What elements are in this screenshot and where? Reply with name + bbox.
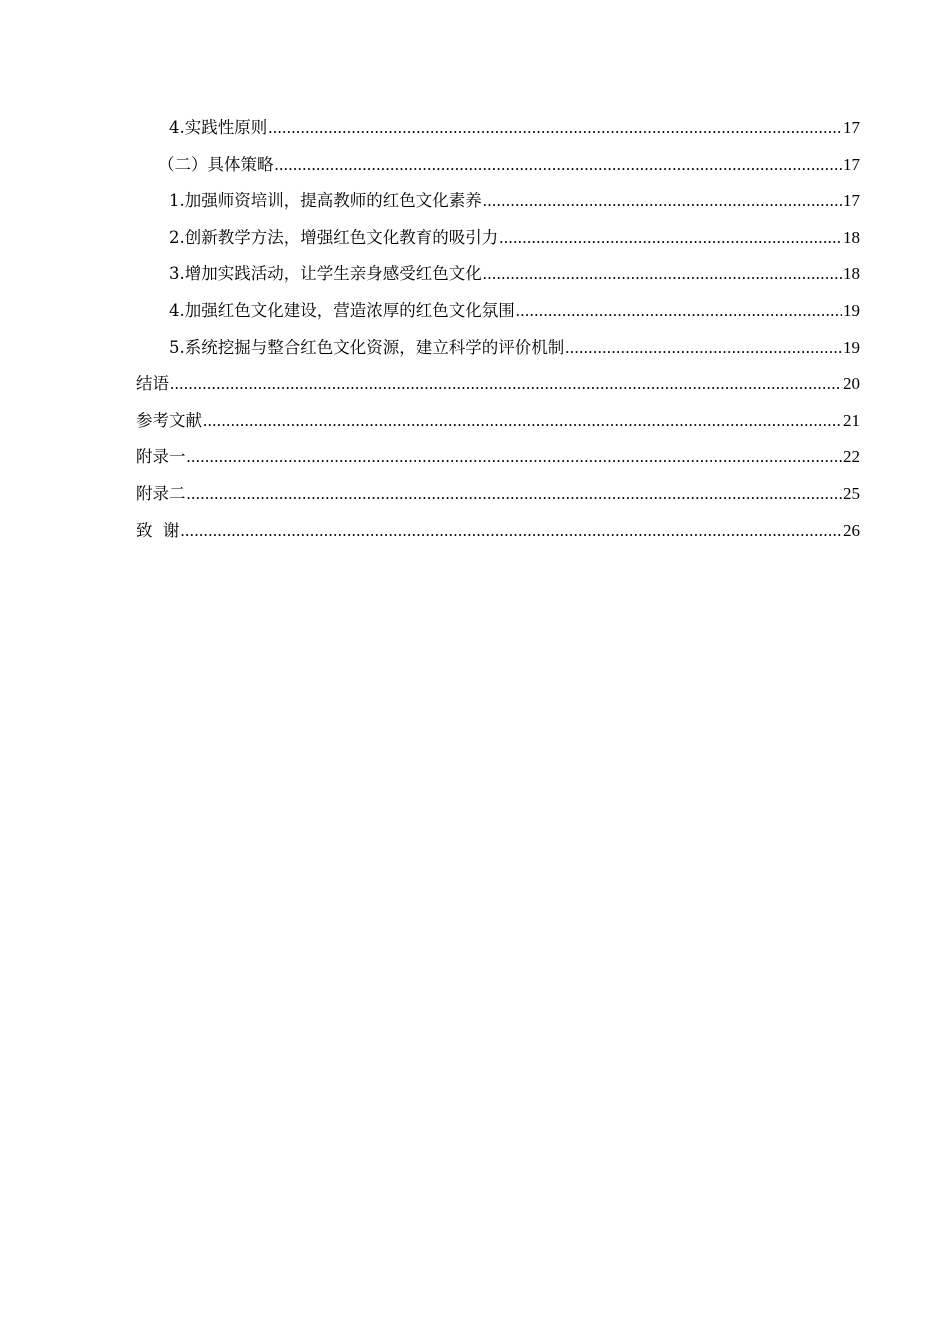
toc-entry-title: 4.实践性原则 xyxy=(169,118,268,137)
toc-entry-page: 17 xyxy=(843,118,860,137)
toc-entry-conclusion[interactable] xyxy=(136,372,860,409)
toc-entry-title: 结语 xyxy=(136,374,169,394)
toc-dot-leader xyxy=(203,409,842,433)
toc-dot-leader xyxy=(187,445,843,469)
toc-dot-leader xyxy=(483,189,842,213)
toc-entry-title: 1.加强师资培训，提高教师的红色文化素养 xyxy=(169,191,482,211)
toc-entry-title: 3.增加实践活动，让学生亲身感受红色文化 xyxy=(169,264,482,284)
table-of-contents xyxy=(136,116,860,555)
toc-dot-leader xyxy=(181,519,843,543)
toc-entry-practice-activities[interactable] xyxy=(136,262,860,299)
toc-entry-page: 18 xyxy=(843,264,860,284)
toc-entry-page: 19 xyxy=(843,300,860,320)
toc-dot-leader xyxy=(565,336,842,360)
toc-entry-teacher-training[interactable] xyxy=(136,189,860,226)
toc-entry-practicality-principle[interactable] xyxy=(136,116,860,153)
toc-entry-page: 21 xyxy=(843,410,860,430)
toc-entry-appendix-1[interactable] xyxy=(136,445,860,482)
toc-dot-leader xyxy=(499,226,842,250)
toc-dot-leader xyxy=(268,116,842,140)
toc-entry-page: 19 xyxy=(843,337,860,357)
toc-entry-title: 附录二 xyxy=(136,483,186,503)
toc-dot-leader xyxy=(187,482,843,506)
toc-entry-page: 25 xyxy=(843,483,860,503)
toc-entry-title: 参考文献 xyxy=(136,410,202,430)
toc-entry-appendix-2[interactable] xyxy=(136,482,860,519)
toc-dot-leader xyxy=(170,372,842,396)
toc-entry-page: 22 xyxy=(843,447,860,467)
toc-entry-title: 致 谢 xyxy=(136,520,180,540)
toc-entry-teaching-methods[interactable] xyxy=(136,226,860,263)
toc-entry-resource-integration[interactable] xyxy=(136,336,860,373)
toc-entry-title: （二）具体策略 xyxy=(158,154,274,174)
toc-entry-specific-strategies[interactable] xyxy=(136,153,860,190)
toc-entry-title: 4.加强红色文化建设，营造浓厚的红色文化氛围 xyxy=(169,300,515,320)
toc-entry-page: 26 xyxy=(843,520,860,540)
toc-entry-title: 2.创新教学方法，增强红色文化教育的吸引力 xyxy=(169,227,499,247)
toc-entry-culture-building[interactable] xyxy=(136,299,860,336)
toc-entry-references[interactable] xyxy=(136,409,860,446)
toc-entry-page: 20 xyxy=(843,374,860,394)
toc-dot-leader xyxy=(483,262,842,286)
toc-dot-leader xyxy=(275,153,843,177)
toc-entry-title: 5.系统挖掘与整合红色文化资源，建立科学的评价机制 xyxy=(169,337,565,357)
toc-entry-title: 附录一 xyxy=(136,447,186,467)
toc-entry-page: 17 xyxy=(843,191,860,211)
toc-dot-leader xyxy=(516,299,842,323)
toc-entry-page: 17 xyxy=(843,154,860,174)
toc-entry-page: 18 xyxy=(843,227,860,247)
toc-entry-acknowledgements[interactable] xyxy=(136,519,860,556)
